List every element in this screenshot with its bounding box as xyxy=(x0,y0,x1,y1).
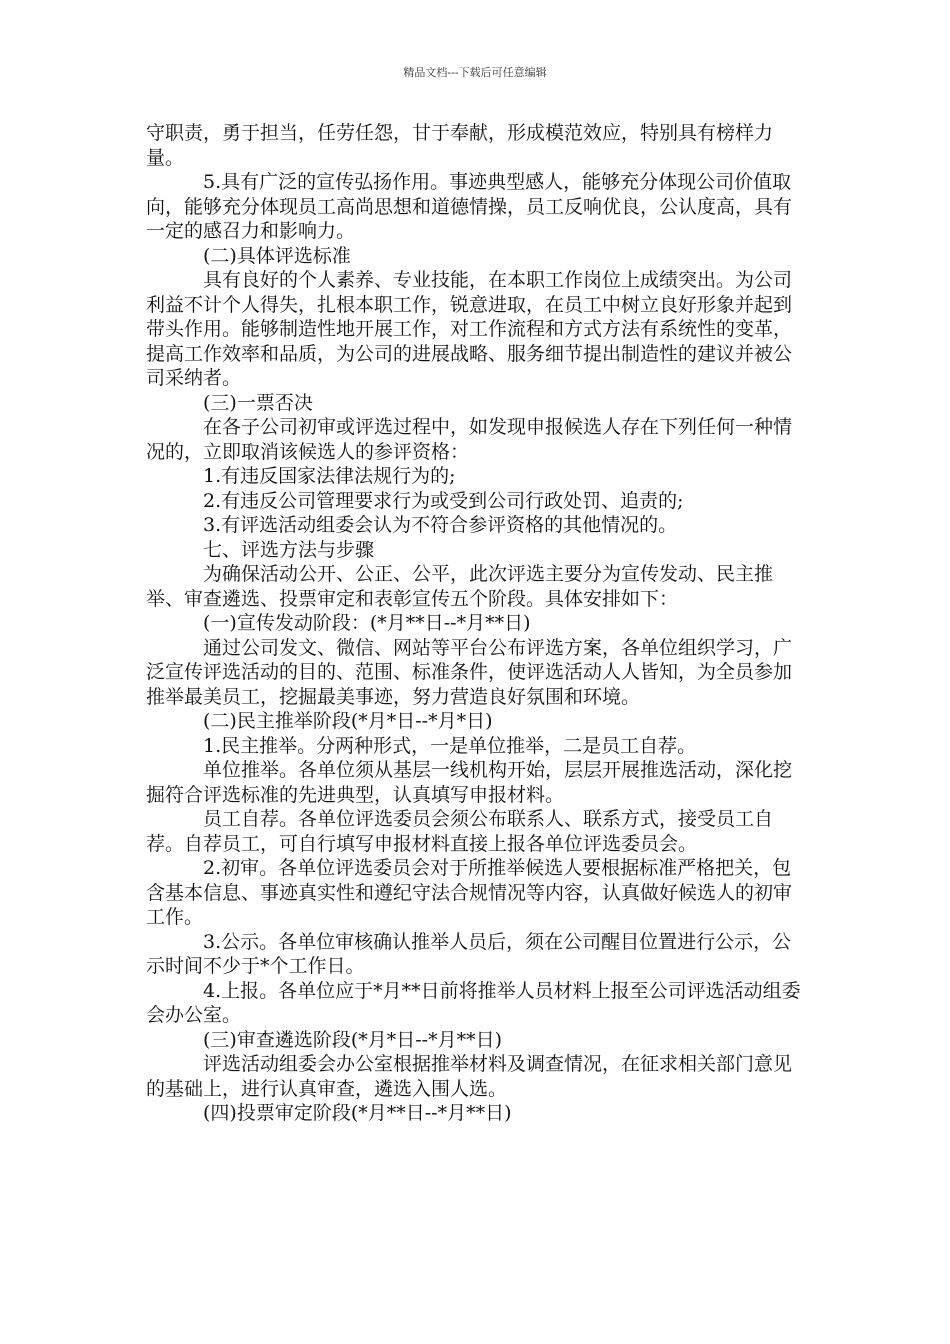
paragraph: 为确保活动公开、公正、公平，此次评选主要分为宣传发动、民主推举、审查遴选、投票审定和表彰宣传五个阶段。具体安排如下： xyxy=(146,563,774,610)
paragraph: 3.公示。各单位审核确认推举人员后，须在公司醒目位置进行公示，公示时间不少于*个工作日。 xyxy=(146,930,792,977)
paragraph: (二)民主推举阶段(*月*日--*月*日) xyxy=(203,710,493,732)
paragraph: (二)具体评选标准 xyxy=(203,244,351,267)
paragraph: 员工自荐。各单位评选委员会须公布联系人、联系方式，接受员工自荐。自荐员工，可自行填写申报材料直接上报各单位评选委员会。 xyxy=(146,808,774,855)
paragraph: 具有良好的个人素养、专业技能，在本职工作岗位上成绩突出。为公司利益不计个人得失，扎根本职工作，锐意进取，在员工中树立良好形象并起到带头作用。能够制造性地开展工作，对工作流程和方式方法有系统性的变革，提高工作效率和品质，为公司的进展战略、服务细节提出制造性的建议并被公司采纳者。 xyxy=(146,269,793,389)
paragraph: 评选活动组委会办公室根据推举材料及调查情况，在征求相关部门意见的基础上，进行认真审查，遴选入围人选。 xyxy=(146,1053,793,1100)
paragraph: 3.有评选活动组委会认为不符合参评资格的其他情况的。 xyxy=(203,514,678,536)
document-body xyxy=(146,121,810,1126)
paragraph: 通过公司发文、微信、网站等平台公布评选方案，各单位组织学习，广泛宣传评选活动的目的、范围、标准条件，使评选活动人人皆知，为全员参加推举最美员工，挖掘最美事迹，努力营造良好氛围和环境。 xyxy=(146,636,793,708)
paragraph: 5.具有广泛的宣传弘扬作用。事迹典型感人，能够充分体现公司价值取向，能够充分体现员工高尚思想和道德情操，员工反响优良，公认度高，具有一定的感召力和影响力。 xyxy=(146,171,793,242)
paragraph: 在各子公司初审或评选过程中，如发现申报候选人存在下列任何一种情况的，立即取消该候选人的参评资格： xyxy=(146,416,793,463)
paragraph: 2.有违反公司管理要求行为或受到公司行政处罚、追责的; xyxy=(203,489,684,512)
paragraph: 1.有违反国家法律法规行为的; xyxy=(203,465,456,487)
paragraph: 4.上报。各单位应于*月**日前将推举人员材料上报至公司评选活动组委会办公室。 xyxy=(146,979,801,1026)
paragraph: (三)审查遴选阶段(*月*日--*月**日) xyxy=(203,1028,502,1051)
paragraph: 七、评选方法与步骤 xyxy=(203,538,375,561)
paragraph: 1.民主推举。分两种形式，一是单位推举，二是员工自荐。 xyxy=(203,734,697,757)
paragraph: (一)宣传发动阶段：(*月**日--*月**日) xyxy=(203,612,531,634)
paragraph: (三)一票否决 xyxy=(203,391,313,414)
page-header: 精品文档---下载后可任意编辑 xyxy=(403,66,547,79)
paragraph: 守职责，勇于担当，任劳任怨，甘于奉献，形成模范效应，特别具有榜样力量。 xyxy=(146,122,774,169)
paragraph: 单位推举。各单位须从基层一线机构开始，层层开展推选活动，深化挖掘符合评选标准的先进典型，认真填写申报材料。 xyxy=(146,759,793,806)
paragraph: (四)投票审定阶段(*月**日--*月**日) xyxy=(203,1102,512,1124)
paragraph: 2.初审。各单位评选委员会对于所推举候选人要根据标准严格把关，包含基本信息、事迹真实性和遵纪守法合规情况等内容，认真做好候选人的初审工作。 xyxy=(146,857,793,928)
